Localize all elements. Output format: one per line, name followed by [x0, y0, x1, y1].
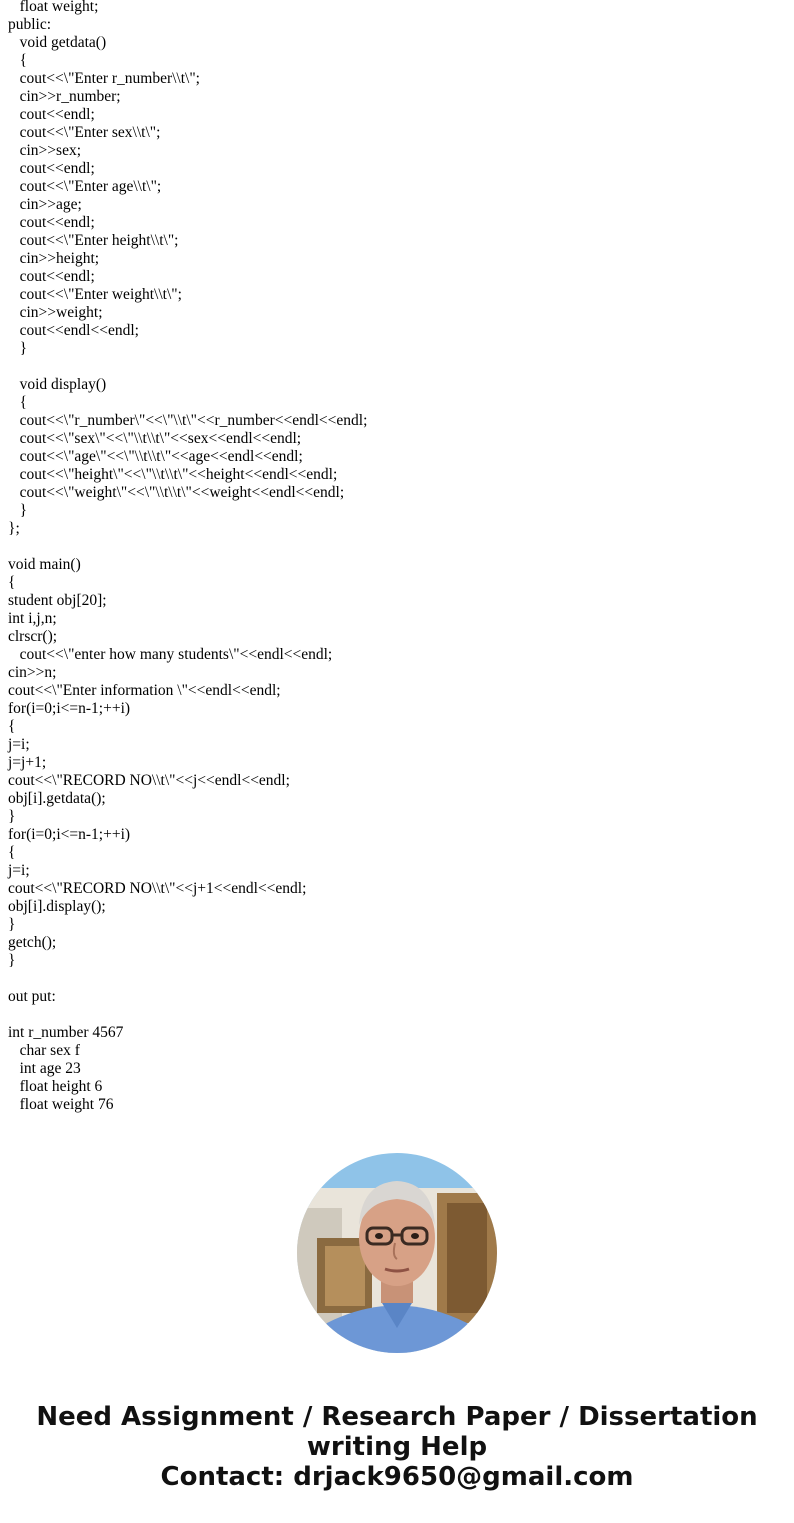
code-line: }	[8, 502, 28, 519]
code-line: {	[8, 844, 16, 861]
code-line: getch();	[8, 934, 57, 951]
code-line: cin>>r_number;	[8, 88, 121, 105]
code-line: out put:	[8, 988, 56, 1005]
code-line: float weight;	[8, 0, 99, 15]
code-line: cout<<\"Enter r_number\\t\";	[8, 70, 200, 87]
code-line	[8, 538, 367, 556]
author-avatar	[297, 1153, 497, 1353]
code-line	[8, 1006, 367, 1024]
code-line: cout<<\"Enter age\\t\";	[8, 178, 162, 195]
code-line	[8, 358, 367, 376]
code-line: char sex f	[8, 1042, 80, 1059]
code-line: cout<<\"r_number\"<<\"\\t\"<<r_number<<endl<<endl;	[8, 412, 368, 429]
code-line: public:	[8, 16, 52, 33]
code-line: void display()	[8, 376, 107, 393]
code-line: }	[8, 340, 28, 357]
code-line: j=j+1;	[8, 754, 47, 771]
avatar-photo	[297, 1153, 497, 1353]
code-line: cout<<\"Enter height\\t\";	[8, 232, 179, 249]
code-line: float weight 76	[8, 1096, 114, 1113]
code-line: {	[8, 718, 16, 735]
code-line: float height 6	[8, 1078, 103, 1095]
code-line: cout<<\"RECORD NO\\t\"<<j<<endl<<endl;	[8, 772, 290, 789]
code-line: cout<<endl<<endl;	[8, 322, 139, 339]
code-line: cout<<endl;	[8, 268, 95, 285]
code-line: cout<<\"Enter information \"<<endl<<endl;	[8, 682, 281, 699]
code-line: j=i;	[8, 736, 30, 753]
code-line: cout<<\"Enter sex\\t\";	[8, 124, 161, 141]
footer-line-1: Need Assignment / Research Paper / Dissertation	[36, 1402, 758, 1432]
code-line: cout<<\"enter how many students\"<<endl<<endl;	[8, 646, 333, 663]
code-line: cout<<\"sex\"<<\"\\t\\t\"<<sex<<endl<<endl;	[8, 430, 302, 447]
code-line: int age 23	[8, 1060, 81, 1077]
code-line: int r_number 4567	[8, 1024, 124, 1041]
code-line: for(i=0;i<=n-1;++i)	[8, 700, 131, 717]
code-line: };	[8, 520, 20, 537]
code-listing	[8, 0, 367, 1114]
code-line: cout<<endl;	[8, 106, 95, 123]
code-line: {	[8, 574, 16, 591]
code-line: {	[8, 52, 28, 69]
footer-contact: Contact: drjack9650@gmail.com	[160, 1462, 634, 1492]
code-line: cout<<\"height\"<<\"\\t\\t\"<<height<<endl<<endl;	[8, 466, 338, 483]
code-line: cout<<endl;	[8, 214, 95, 231]
code-line: cout<<\"age\"<<\"\\t\\t\"<<age<<endl<<endl;	[8, 448, 303, 465]
code-line: clrscr();	[8, 628, 58, 645]
code-line: cout<<\"Enter weight\\t\";	[8, 286, 182, 303]
code-line: void main()	[8, 556, 81, 573]
code-line: cout<<\"weight\"<<\"\\t\\t\"<<weight<<endl<<endl;	[8, 484, 345, 501]
code-line: cin>>n;	[8, 664, 57, 681]
code-line: cout<<\"RECORD NO\\t\"<<j+1<<endl<<endl;	[8, 880, 307, 897]
code-line: obj[i].getdata();	[8, 790, 106, 807]
promo-footer	[0, 1402, 794, 1492]
code-line: }	[8, 916, 16, 933]
code-line: void getdata()	[8, 34, 107, 51]
code-line: cin>>height;	[8, 250, 100, 267]
footer-line-2: writing Help	[306, 1432, 488, 1462]
code-line: j=i;	[8, 862, 30, 879]
code-line: student obj[20];	[8, 592, 107, 609]
code-line: obj[i].display();	[8, 898, 106, 915]
code-line: cout<<endl;	[8, 160, 95, 177]
code-line: }	[8, 808, 16, 825]
code-line: cin>>weight;	[8, 304, 103, 321]
code-line: cin>>sex;	[8, 142, 82, 159]
code-line	[8, 970, 367, 988]
code-line: int i,j,n;	[8, 610, 57, 627]
code-line: {	[8, 394, 28, 411]
code-line: for(i=0;i<=n-1;++i)	[8, 826, 131, 843]
code-line: cin>>age;	[8, 196, 82, 213]
code-line: }	[8, 952, 16, 969]
